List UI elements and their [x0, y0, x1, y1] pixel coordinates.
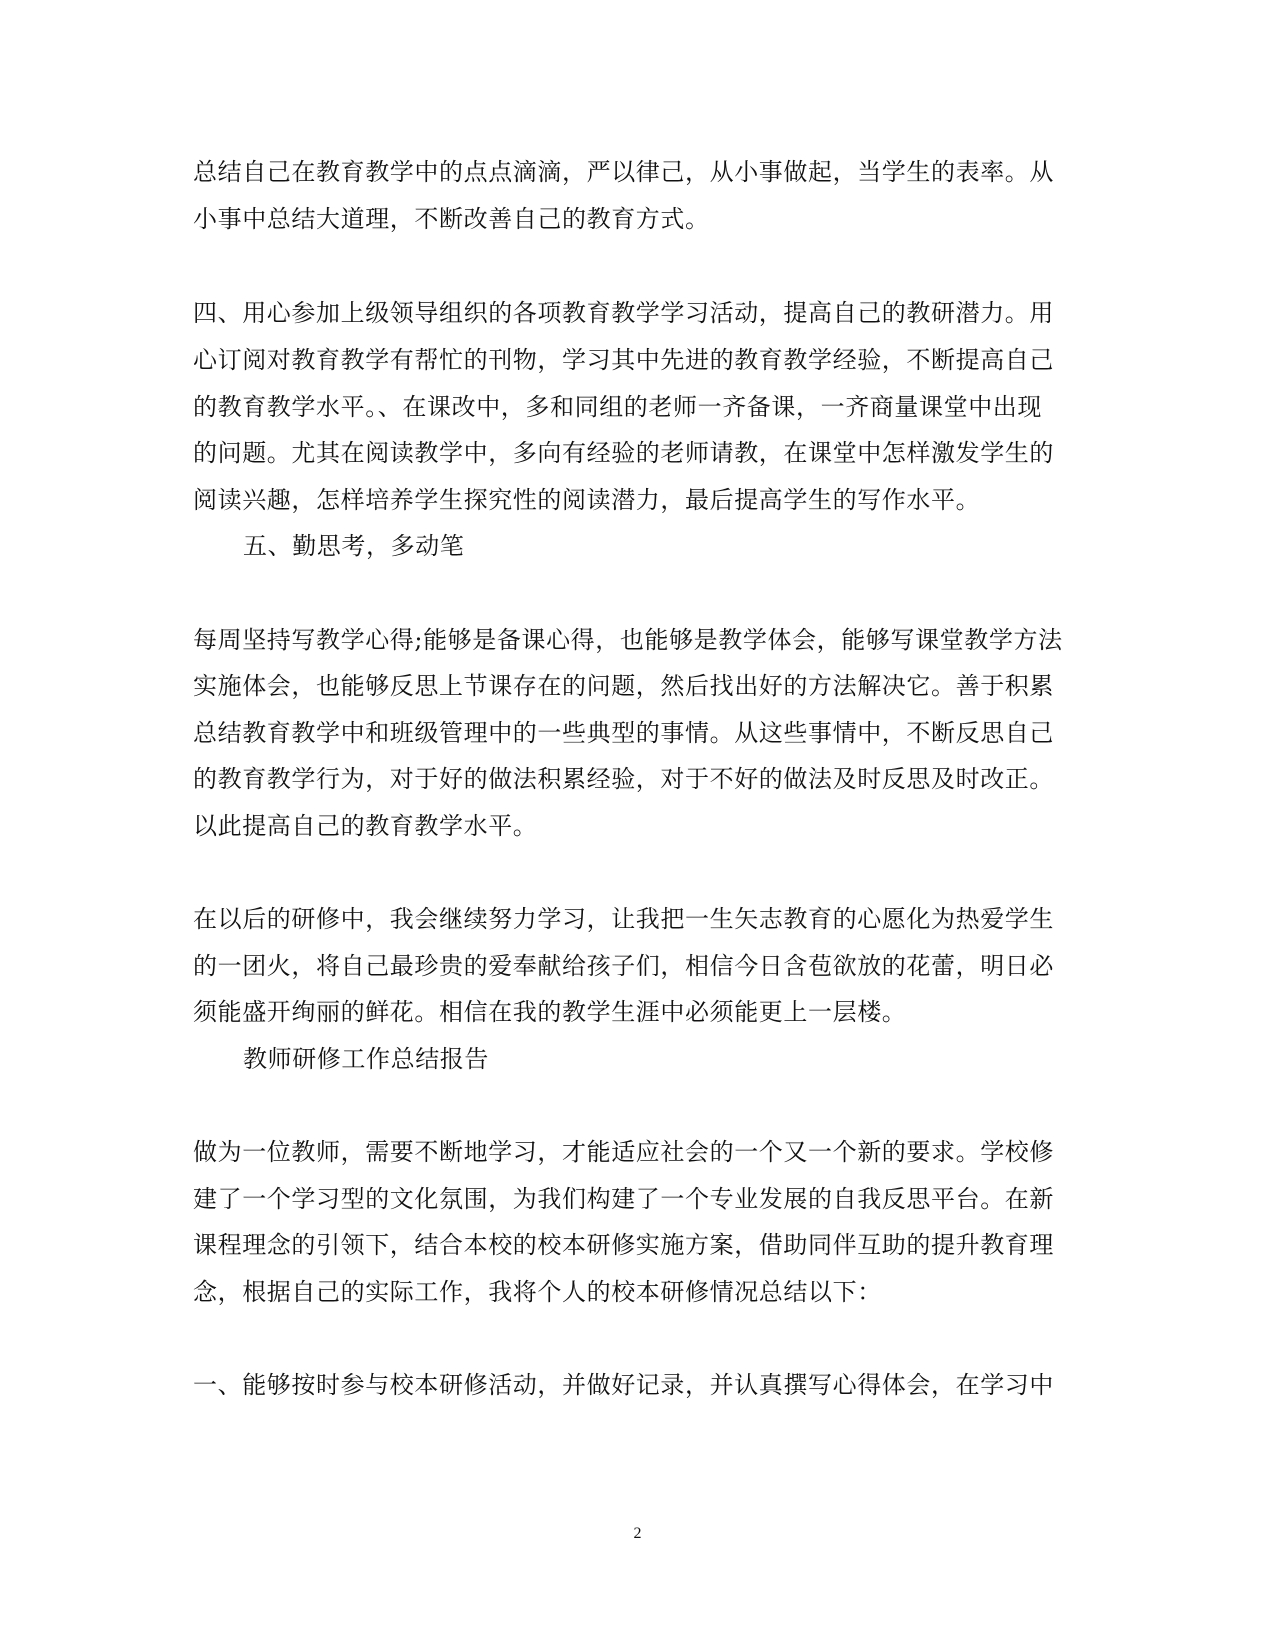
- text-line: 以此提高自己的教育教学水平。: [193, 812, 538, 840]
- text-line: 课程理念的引领下，结合本校的校本研修实施方案，借助同伴互助的提升教育理: [193, 1231, 1054, 1259]
- report-title: 教师研修工作总结报告: [243, 1045, 489, 1073]
- text-line: 小事中总结大道理，不断改善自己的教育方式。: [193, 205, 710, 233]
- page-number: 2: [633, 1525, 642, 1542]
- text-line: 在以后的研修中，我会继续努力学习，让我把一生矢志教育的心愿化为热爱学生: [193, 905, 1054, 933]
- text-line: 心订阅对教育教学有帮忙的刊物，学习其中先进的教育教学经验，不断提高自己: [193, 346, 1054, 374]
- text-line: 的教育教学水平。、在课改中，多和同组的老师一齐备课，一齐商量课堂中出现: [193, 393, 1042, 421]
- text-line: 实施体会，也能够反思上节课存在的问题，然后找出好的方法解决它。善于积累: [193, 672, 1054, 700]
- text-line: 的教育教学行为，对于好的做法积累经验，对于不好的做法及时反思及时改正。: [193, 765, 1054, 793]
- text-line: 的问题。尤其在阅读教学中，多向有经验的老师请教，在课堂中怎样激发学生的: [193, 439, 1054, 467]
- text-line: 做为一位教师，需要不断地学习，才能适应社会的一个又一个新的要求。学校修: [193, 1138, 1054, 1166]
- text-line: 阅读兴趣，怎样培养学生探究性的阅读潜力，最后提高学生的写作水平。: [193, 486, 981, 514]
- text-line: 的一团火，将自己最珍贵的爱奉献给孩子们，相信今日含苞欲放的花蕾，明日必: [193, 952, 1054, 980]
- text-line: 念，根据自己的实际工作，我将个人的校本研修情况总结以下：: [193, 1278, 882, 1306]
- text-line: 每周坚持写教学心得;能够是备课心得，也能够是教学体会，能够写课堂教学方法: [193, 626, 1063, 654]
- text-line: 四、用心参加上级领导组织的各项教育教学学习活动，提高自己的教研潜力。用: [193, 299, 1054, 327]
- section-heading: 五、勤思考，多动笔: [243, 532, 465, 560]
- text-line: 总结自己在教育教学中的点点滴滴，严以律己，从小事做起，当学生的表率。从: [193, 158, 1054, 186]
- text-line: 一、能够按时参与校本研修活动，并做好记录，并认真撰写心得体会，在学习中: [193, 1371, 1054, 1399]
- text-line: 建了一个学习型的文化氛围，为我们构建了一个专业发展的自我反思平台。在新: [193, 1185, 1054, 1213]
- text-line: 须能盛开绚丽的鲜花。相信在我的教学生涯中必须能更上一层楼。: [193, 998, 907, 1026]
- text-line: 总结教育教学中和班级管理中的一些典型的事情。从这些事情中，不断反思自己: [193, 719, 1054, 747]
